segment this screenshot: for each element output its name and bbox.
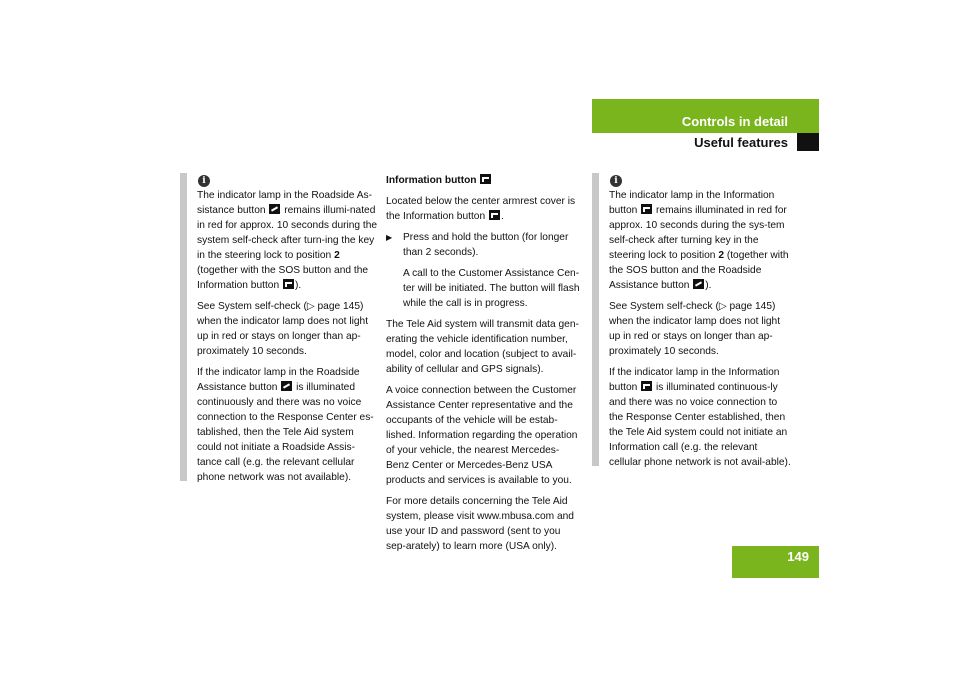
information-button-icon [641, 381, 652, 391]
section-subtitle: Useful features [694, 135, 788, 150]
information-button-icon [641, 204, 652, 214]
info-icon: i [610, 175, 622, 187]
header-marker [797, 133, 819, 151]
bullet-triangle-icon: ▶ [386, 233, 393, 242]
right-info-note [592, 173, 792, 466]
information-button-icon [283, 279, 294, 289]
paragraph: The Tele Aid system will transmit data gen-erating the vehicle identification number, model, color and location (subject to avail-ability of cellular and GPS signals). [386, 319, 579, 375]
note-paragraph: If the indicator lamp in the Roadside Assistance button is illuminated continuously and there was no voice connection to the Response Center es-tablished, then the Tele Aid system could not initiate a Roadside Assis-tance call (e.g. the relevant cellular phone network was not available). [197, 367, 374, 483]
page-number: 149 [787, 549, 809, 564]
information-button-icon [489, 210, 500, 220]
information-button-section [386, 173, 582, 560]
paragraph: A voice connection between the Customer Assistance Center representative and the occupants of the vehicle will be estab-lished. Information regarding the operation of your vehicle, the nearest Mercedes-Benz Center or Mercedes-Benz USA products and services is available to you. [386, 385, 578, 486]
section-title: Controls in detail [681, 114, 788, 129]
roadside-button-icon [693, 279, 704, 289]
information-button-icon [480, 174, 491, 184]
note-paragraph: See System self-check (▷ page 145) when the indicator lamp does not light up in red or stays on longer than ap-proximately 10 seconds. [609, 301, 781, 357]
paragraph: For more details concerning the Tele Aid system, please visit www.mbusa.com and use your ID and password (sent to you sep-arately) to learn more (USA only). [386, 496, 574, 552]
note-paragraph: The indicator lamp in the Information button remains illuminated in red for approx. 10 seconds during the sys-tem self-check after turning key in the steering lock to position 2 (together with the SOS button and the Roadside Assistance button ). [609, 190, 789, 291]
step-detail: A call to the Customer Assistance Cen-ter will be initiated. The button will flash while the call is in progress. [403, 268, 580, 309]
instruction-step: ▶ Press and hold the button (for longer than 2 seconds). [386, 232, 569, 258]
left-info-note [180, 173, 378, 481]
roadside-button-icon [269, 204, 280, 214]
section-heading: Information button [386, 173, 582, 188]
page-number-box [732, 546, 819, 578]
note-paragraph: The indicator lamp in the Roadside As-sistance button remains illumi-nated in red for approx. 10 seconds during the system self-check after turn-ing the key in the steering lock to position 2 (together with the SOS button and the Information button ). [197, 190, 378, 291]
note-bar [180, 173, 187, 481]
roadside-button-icon [281, 381, 292, 391]
note-paragraph: If the indicator lamp in the Information button is illuminated continuous-ly and there was no voice connection to the Response Center established, then the Tele Aid system could not initiate an Information call (e.g. the relevant cellular phone network is not avail-able). [609, 367, 791, 468]
paragraph: Located below the center armrest cover is the Information button . [386, 196, 576, 222]
info-icon: i [198, 175, 210, 187]
note-bar [592, 173, 599, 466]
note-paragraph: See System self-check (▷ page 145) when the indicator lamp does not light up in red or stays on longer than ap-proximately 10 seconds. [197, 301, 369, 357]
